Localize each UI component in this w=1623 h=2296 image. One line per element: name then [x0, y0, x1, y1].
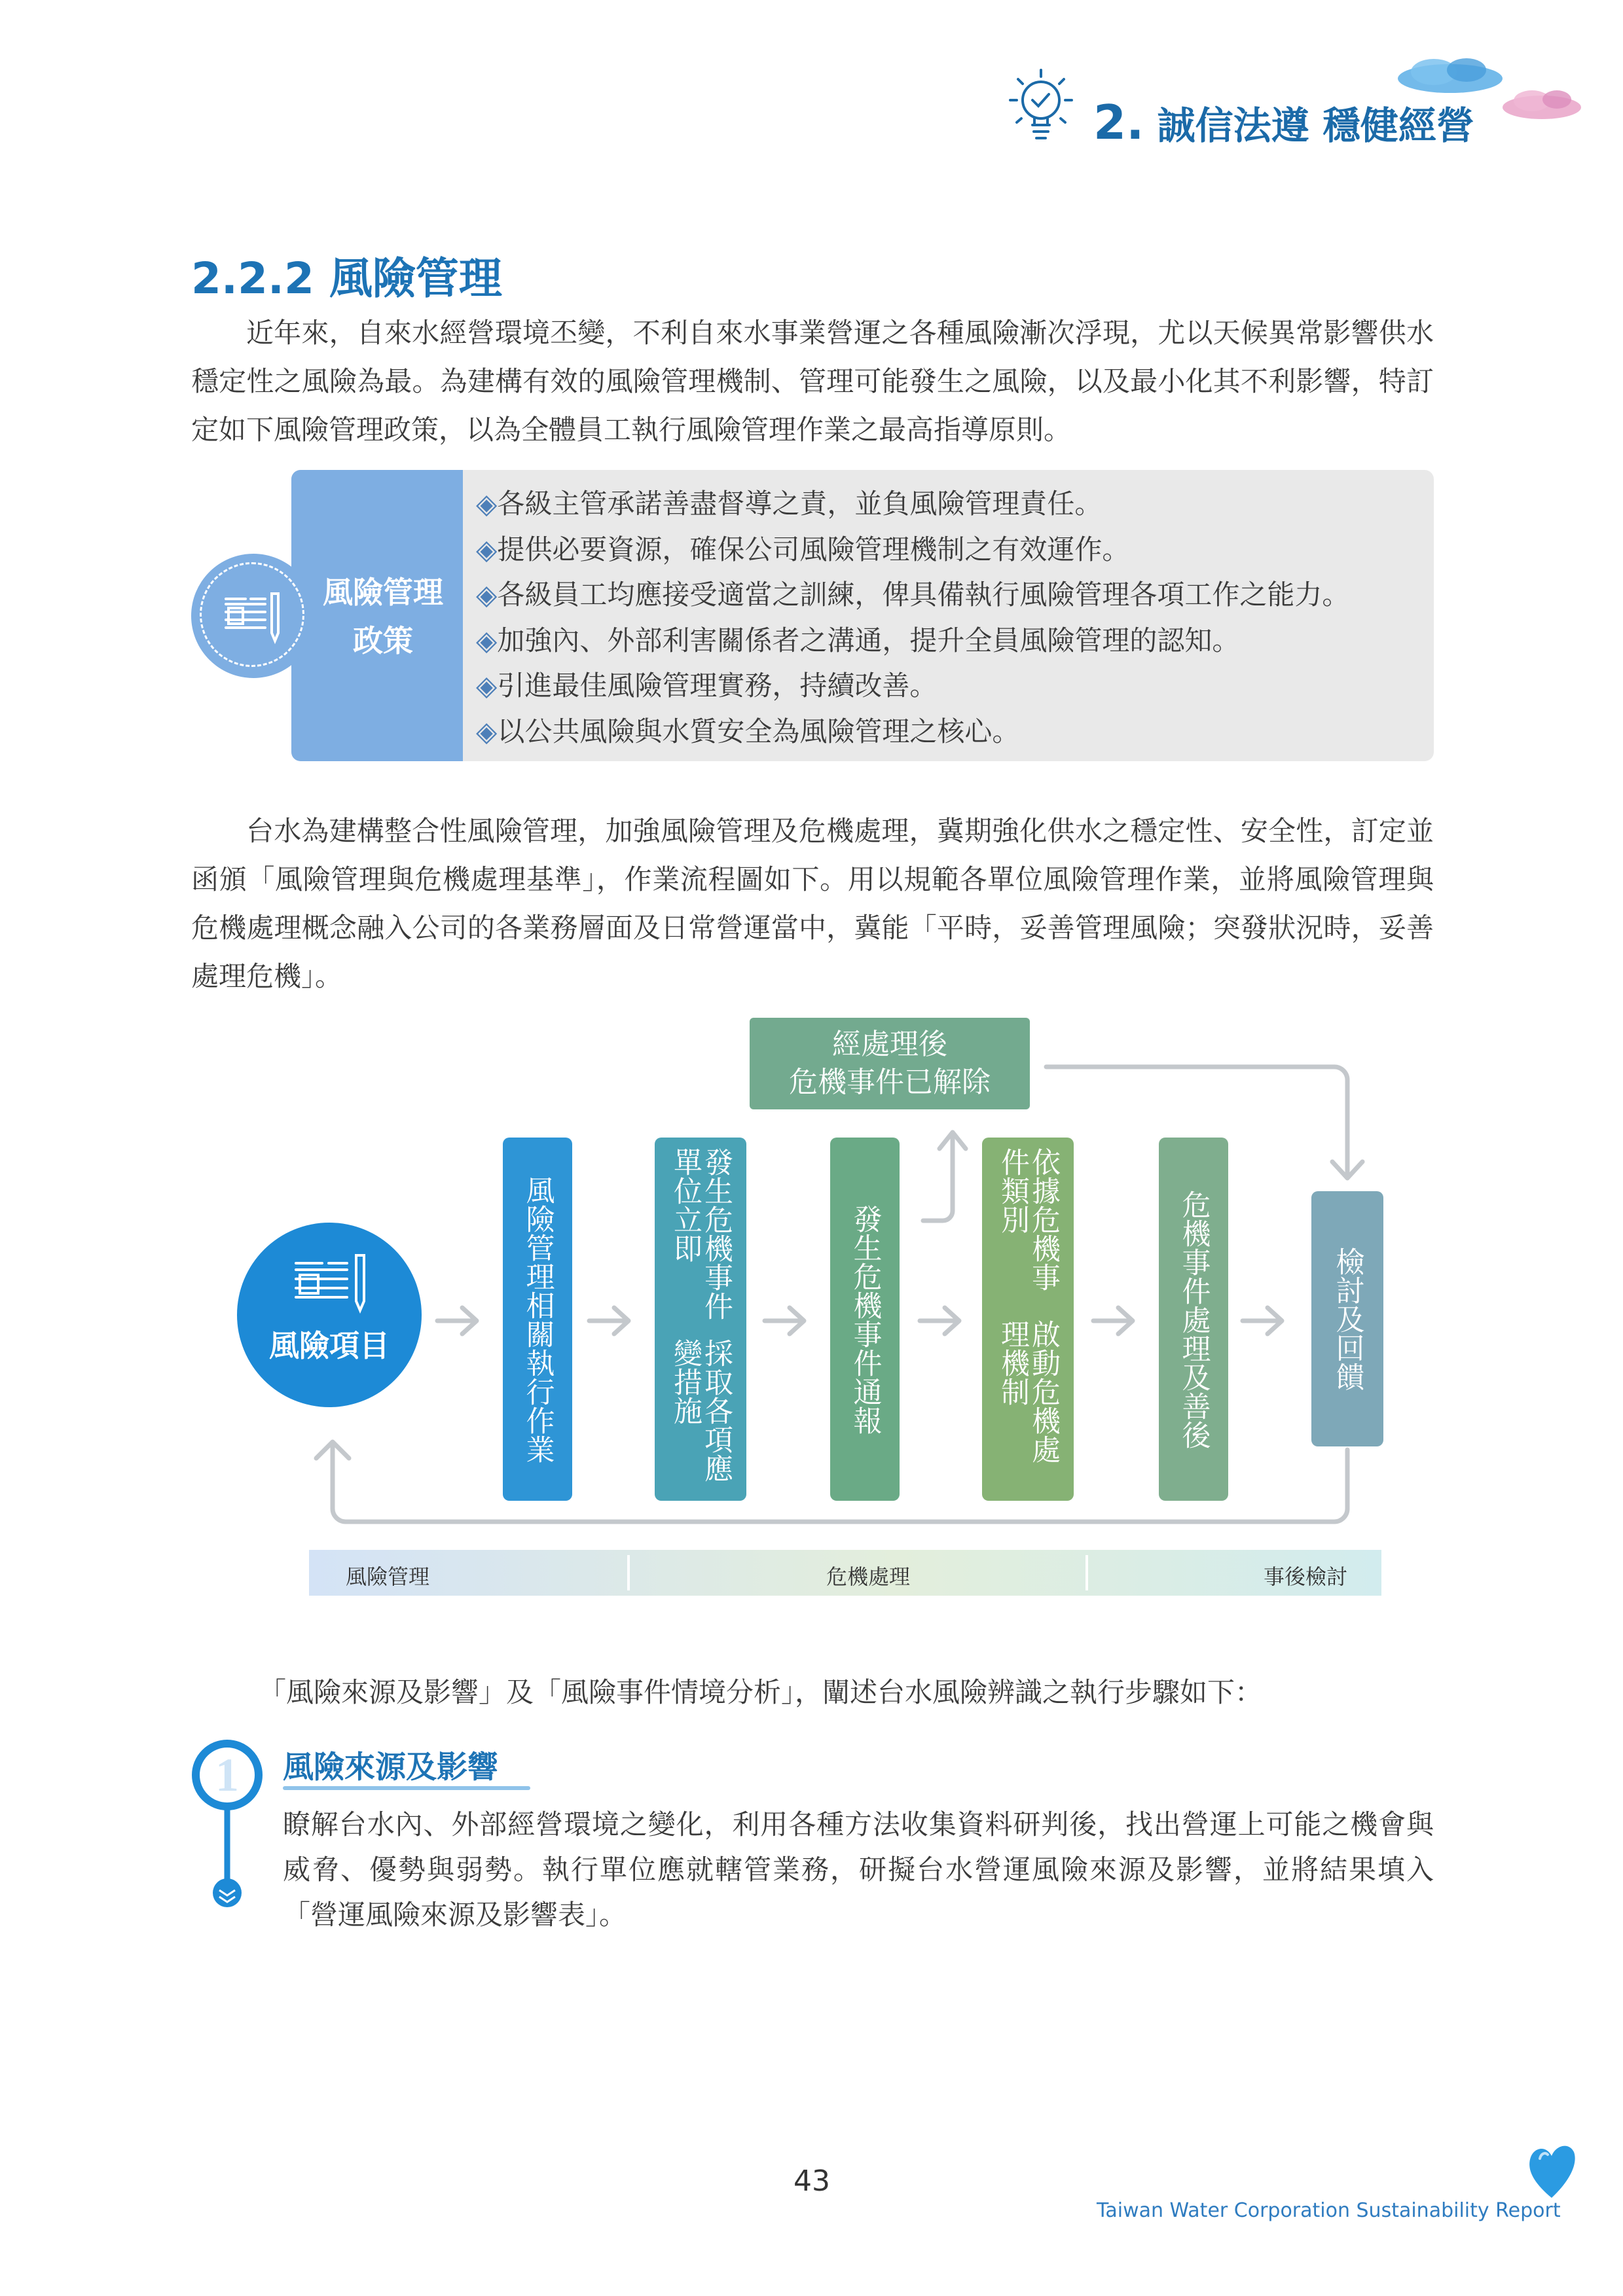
diamond-bullet-icon: ◈ — [476, 579, 498, 611]
intro-text: 近年來，自來水經營環境丕變，不利自來水事業營運之各種風險漸次浮現，尤以天候異常影響供水穩定性之風險為最。為建構有效的風險管理機制、管理可能發生之風險，以及最小化其不利影響，特訂定如下風險管理政策，以為全體員工執行風險管理作業之最高指導原則。 — [191, 317, 1434, 446]
phase-divider — [627, 1555, 630, 1590]
policy-label-line2: 政策 — [353, 623, 413, 658]
chapter-name: 誠信法遵 穩健經營 — [1157, 103, 1474, 148]
step1-underline — [283, 1786, 530, 1790]
step-review-feedback: 檢討及回饋 — [1311, 1191, 1383, 1446]
step-crisis-handling: 危機事件處理及善後 — [1159, 1138, 1228, 1501]
diamond-bullet-icon: ◈ — [476, 670, 498, 702]
step-number-pin-icon — [190, 1734, 265, 1911]
phase-divider — [1085, 1555, 1088, 1590]
phase-post-review: 事後檢討 — [1264, 1564, 1348, 1589]
step1-text: 瞭解台水內、外部經營環境之變化，利用各種方法收集資料研判後，找出營運上可能之機會與威脅、優勢與弱勢。執行單位應就轄管業務，研擬台水營運風險來源及影響，並將結果填入「營運風險來源及影響表」。 — [283, 1808, 1434, 1931]
step-emergency-response: 發生危機事件單位立即 採取各項應變措施 — [655, 1138, 746, 1501]
step-crisis-report: 發生危機事件通報 — [830, 1138, 900, 1501]
report-name: Taiwan Water Corporation Sustainability Report — [1097, 2199, 1561, 2222]
policy-item: ◈引進最佳風險管理實務，持續改善。 — [476, 670, 938, 702]
chapter-number: 2. — [1093, 95, 1144, 150]
arrow-right-icon — [765, 1308, 804, 1334]
arrow-right-icon — [920, 1308, 959, 1334]
policy-item: ◈加強內、外部利害關係者之溝通，提升全員風險管理的認知。 — [476, 624, 1240, 656]
arrow-up-icon — [923, 1132, 966, 1221]
crisis-resolved-line1: 經處理後 — [832, 1028, 947, 1061]
step1-title: 風險來源及影響 — [283, 1749, 498, 1785]
risk-items-label: 風險項目 — [269, 1328, 390, 1363]
arrow-right-icon — [1093, 1308, 1133, 1334]
arrow-right-icon — [1243, 1308, 1282, 1334]
page-number: 43 — [793, 2164, 830, 2198]
diamond-bullet-icon: ◈ — [476, 533, 498, 565]
policy-label-line1: 風險管理 — [323, 575, 443, 610]
phase-risk-management: 風險管理 — [346, 1564, 430, 1589]
crisis-resolved-box — [750, 1018, 1030, 1109]
steps-intro: 「風險來源及影響」及「風險事件情境分析」，闡述台水風險辨識之執行步驟如下： — [259, 1676, 1263, 1708]
policy-item: ◈各級員工均應接受適當之訓練，俾具備執行風險管理各項工作之能力。 — [476, 579, 1350, 611]
step-number: 1 — [215, 1749, 239, 1801]
phase-crisis-handling: 危機處理 — [826, 1564, 911, 1589]
policy-item: ◈各級主管承諾善盡督導之責，並負風險管理責任。 — [476, 488, 1103, 520]
arrow-right-icon — [437, 1308, 477, 1334]
flow-intro-text: 台水為建構整合性風險管理，加強風險管理及危機處理，冀期強化供水之穩定性、安全性，訂定並函頒「風險管理與危機處理基準」，作業流程圖如下。用以規範各單位風險管理作業，並將風險管理與危機處理概念融入公司的各業務層面及日常營運當中，冀能「平時，妥善管理風險；突發狀況時，妥善處理危機」。 — [191, 815, 1434, 992]
diamond-bullet-icon: ◈ — [476, 715, 498, 747]
step-risk-operations: 風險管理相關執行作業 — [503, 1138, 572, 1501]
policy-item: ◈以公共風險與水質安全為風險管理之核心。 — [476, 715, 1020, 747]
section-title: 2.2.2 風險管理 — [191, 253, 502, 304]
policy-item: ◈提供必要資源，確保公司風險管理機制之有效運作。 — [476, 533, 1130, 565]
diamond-bullet-icon: ◈ — [476, 488, 498, 520]
document-pen-icon — [288, 1244, 373, 1319]
step-activate-mechanism: 依據危機事件類別 啟動危機處理機制 — [982, 1138, 1074, 1501]
diamond-bullet-icon: ◈ — [476, 624, 498, 656]
arrow-right-icon — [589, 1308, 629, 1334]
water-heart-icon — [1525, 2139, 1578, 2201]
crisis-resolved-line2: 危機事件已解除 — [789, 1066, 991, 1099]
